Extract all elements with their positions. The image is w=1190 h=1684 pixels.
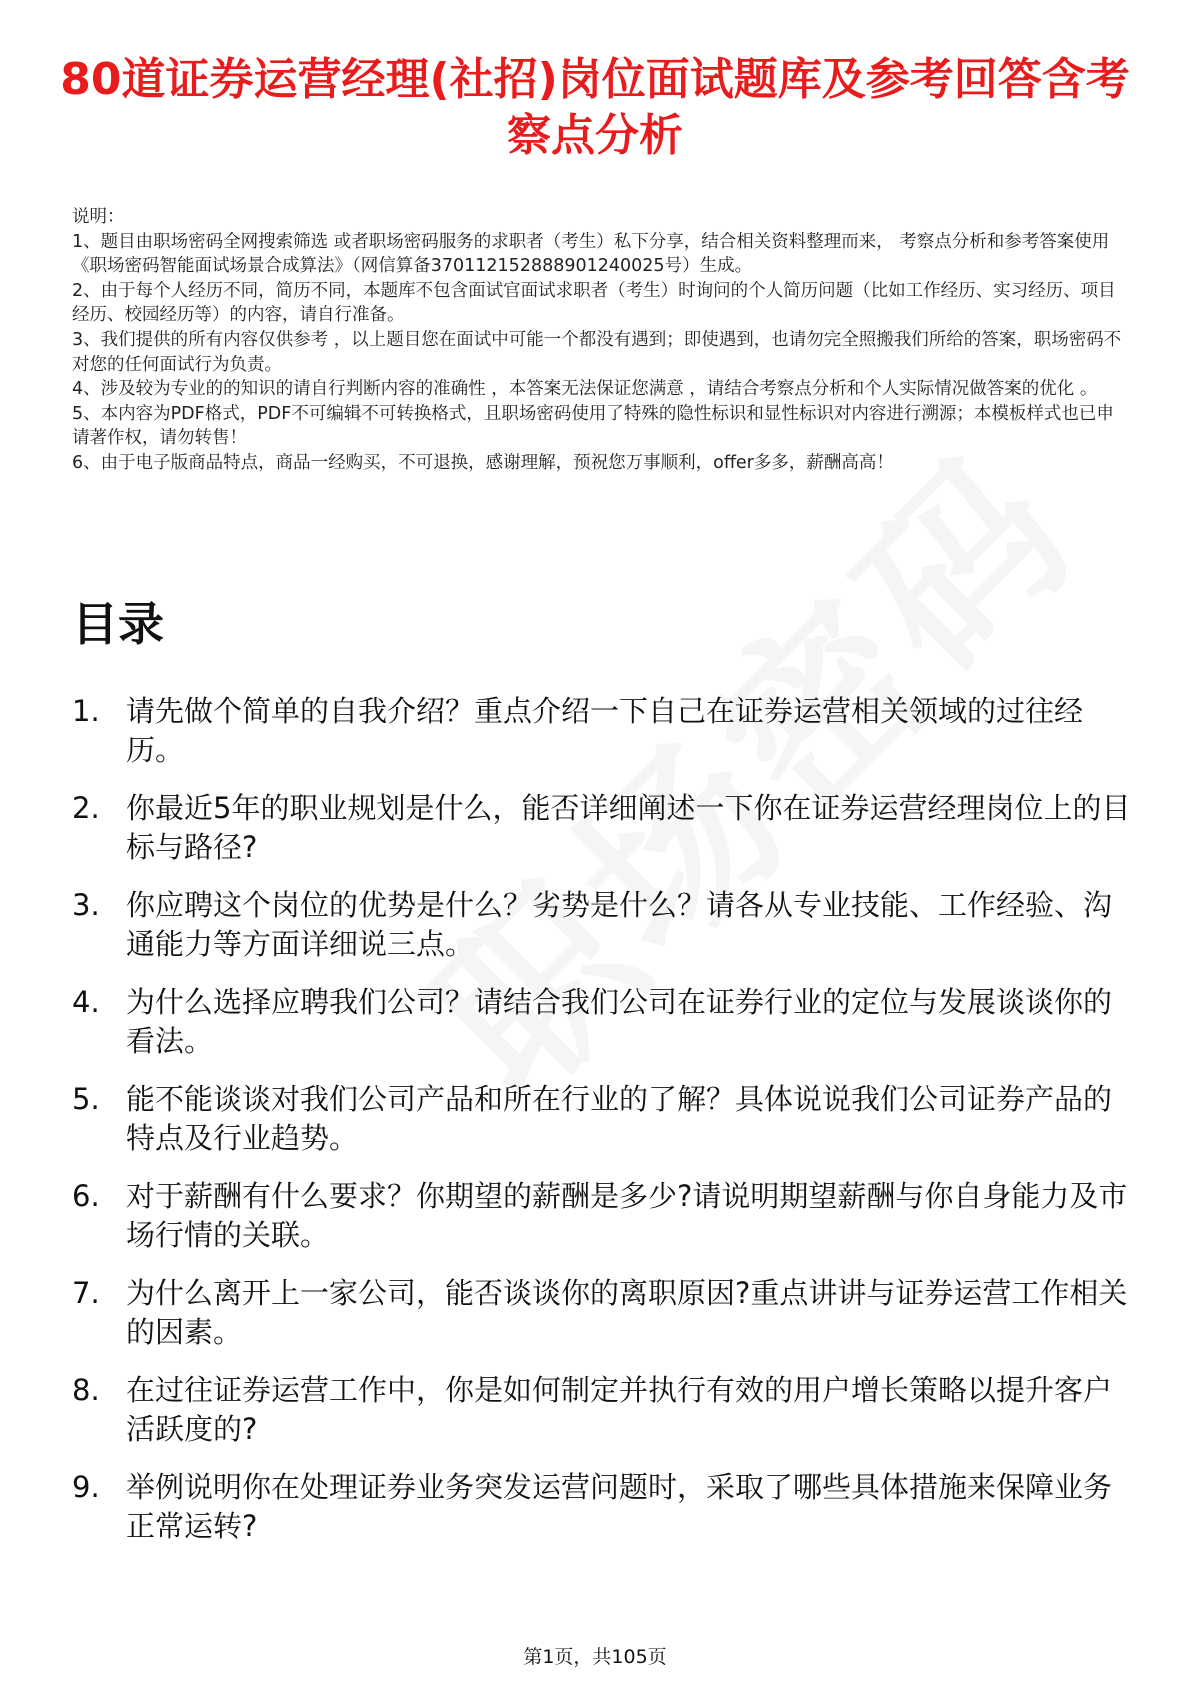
note-item: 5、本内容为PDF格式，PDF不可编辑不可转换格式，且职场密码使用了特殊的隐性标识和显性标识对内容进行溯源；本模板样式也已申请著作权，请勿转售！ — [72, 403, 1114, 449]
toc-item-text: 为什么离开上一家公司，能否谈谈你的离职原因?重点讲讲与证券运营工作相关的因素。 — [126, 1276, 1128, 1349]
toc-item-number: 1. — [72, 694, 100, 728]
toc-item-text: 能不能谈谈对我们公司产品和所在行业的了解？具体说说我们公司证券产品的特点及行业趋势。 — [126, 1082, 1113, 1155]
page-footer: 第1页，共105页 — [523, 1646, 667, 1668]
toc-item-number: 9. — [72, 1470, 100, 1504]
toc-item-number: 7. — [72, 1276, 100, 1310]
note-item: 6、由于电子版商品特点，商品一经购买，不可退换，感谢理解，预祝您万事顺利，offer多多，薪酬高高！ — [72, 452, 894, 473]
toc-list — [72, 692, 1132, 1565]
toc-item-text: 你应聘这个岗位的优势是什么？劣势是什么？请各从专业技能、工作经验、沟通能力等方面详细说三点。 — [126, 888, 1113, 961]
toc-item-text: 对于薪酬有什么要求？你期望的薪酬是多少?请说明期望薪酬与你自身能力及市场行情的关联。 — [126, 1179, 1128, 1252]
toc-item-text: 为什么选择应聘我们公司？请结合我们公司在证券行业的定位与发展谈谈你的看法。 — [126, 985, 1113, 1058]
toc-item-text: 在过往证券运营工作中，你是如何制定并执行有效的用户增长策略以提升客户活跃度的? — [126, 1373, 1113, 1446]
toc-item-text: 你最近5年的职业规划是什么，能否详细阐述一下你在证券运营经理岗位上的目标与路径? — [126, 791, 1131, 864]
toc-item[interactable] — [72, 886, 1132, 964]
note-item: 1、题目由职场密码全网搜索筛选 或者职场密码服务的求职者（考生）私下分享，结合相关资料整理而来， 考察点分析和参考答案使用《职场密码智能面试场景合成算法》（网信算备370112152888901240025号）生成。 — [72, 231, 1110, 277]
toc-item-text: 举例说明你在处理证券业务突发运营问题时，采取了哪些具体措施来保障业务正常运转? — [126, 1470, 1113, 1543]
toc-item-number: 6. — [72, 1179, 100, 1213]
toc-item[interactable] — [72, 1468, 1132, 1546]
toc-item[interactable] — [72, 983, 1132, 1061]
toc-item[interactable] — [72, 1177, 1132, 1255]
notes-heading: 说明： — [72, 207, 125, 227]
page-title: 80道证券运营经理(社招)岗位面试题库及参考回答含考察点分析 — [60, 54, 1130, 161]
toc-item[interactable] — [72, 692, 1132, 770]
toc-item-number: 2. — [72, 791, 100, 825]
toc-heading: 目录 — [72, 597, 164, 651]
note-item: 3、我们提供的所有内容仅供参考 ，以上题目您在面试中可能一个都没有遇到；即使遇到，也请勿完全照搬我们所给的答案，职场密码不对您的任何面试行为负责。 — [72, 329, 1122, 375]
toc-item[interactable] — [72, 1274, 1132, 1352]
toc-item[interactable] — [72, 1371, 1132, 1449]
notes-section — [72, 205, 1122, 476]
toc-item-number: 3. — [72, 888, 100, 922]
note-item: 2、由于每个人经历不同，简历不同，本题库不包含面试官面试求职者（考生）时询问的个人简历问题（比如工作经历、实习经历、项目经历、校园经历等）的内容，请自行准备。 — [72, 280, 1116, 326]
toc-item-text: 请先做个简单的自我介绍？重点介绍一下自己在证券运营相关领域的过往经历。 — [126, 694, 1084, 767]
toc-item-number: 8. — [72, 1373, 100, 1407]
toc-item[interactable] — [72, 789, 1132, 867]
toc-item-number: 4. — [72, 985, 100, 1019]
note-item: 4、涉及较为专业的的知识的请自行判断内容的准确性 ，本答案无法保证您满意 ，请结合考察点分析和个人实际情况做答案的优化 。 — [72, 379, 1098, 400]
toc-item-number: 5. — [72, 1082, 100, 1116]
toc-item[interactable] — [72, 1080, 1132, 1158]
